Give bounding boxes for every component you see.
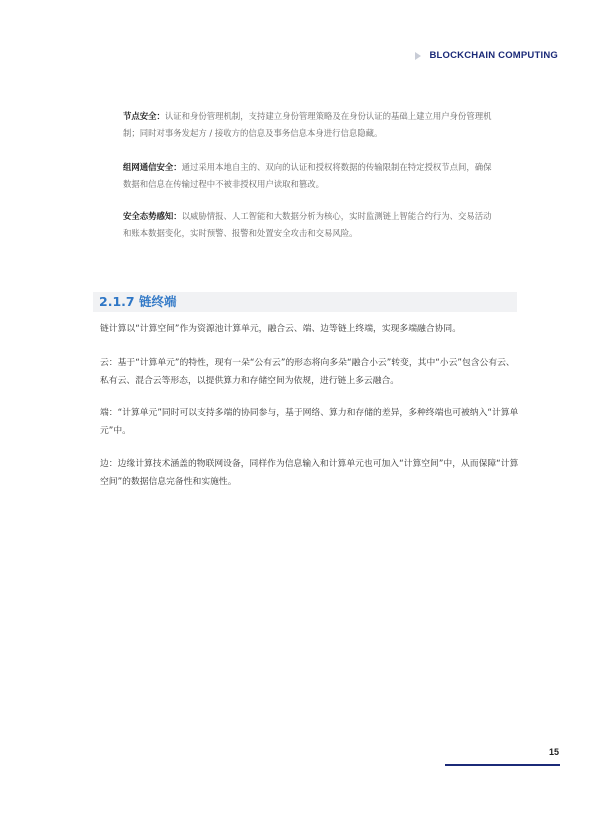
security-text: 通过采用本地自主的、双向的认证和授权将数据的传输限制在特定授权节点间，确保数据和信息在传输过程中不被非授权用户读取和篡改。 [123,162,492,189]
section-heading-bar [93,292,517,312]
paragraph-edge: 边：边缘计算技术涵盖的物联网设备，同样作为信息输入和计算单元也可加入“计算空间”中，从而保障“计算空间”的数据信息完备性和实施性。 [100,459,519,487]
security-item-situation [123,208,493,242]
security-item-node [123,108,493,142]
security-text: 认证和身份管理机制，支持建立身份管理策略及在身份认证的基础上建立用户身份管理机制；同时对事务发起方 / 接收方的信息及事务信息本身进行信息隐藏。 [123,111,492,138]
paragraph-cloud: 云：基于“计算单元”的特性，现有一朵“公有云”的形态将向多朵“融合小云”转变，其中“小云”包含公有云、私有云、混合云等形态，以提供算力和存储空间为依规，进行链上多云融合。 [100,358,515,386]
section-title: 2.1.7 链终端 [99,294,177,309]
security-item-network [123,159,493,193]
paragraph-intro: 链计算以“计算空间”作为资源池计算单元，融合云、端、边等链上终端，实现多端融合协同。 [100,324,461,334]
paragraph-terminal: 端：“计算单元”同时可以支持多端的协同参与，基于网络、算力和存储的差异，多种终端也可被纳入“计算单元”中。 [100,408,519,436]
page-number: 15 [548,747,559,757]
security-term: 节点安全： [123,111,165,121]
header-title: BLOCKCHAIN COMPUTING [429,50,558,61]
footer-rule [445,764,560,766]
security-term: 安全态势感知： [123,211,182,221]
triangle-icon [415,52,421,60]
running-header [415,50,558,61]
security-text: 以威胁情报、人工智能和大数据分析为核心，实时监测链上智能合约行为、交易活动和账本数据变化，实时预警、报警和处置安全攻击和交易风险。 [123,211,492,238]
security-term: 组网通信安全： [123,162,182,172]
